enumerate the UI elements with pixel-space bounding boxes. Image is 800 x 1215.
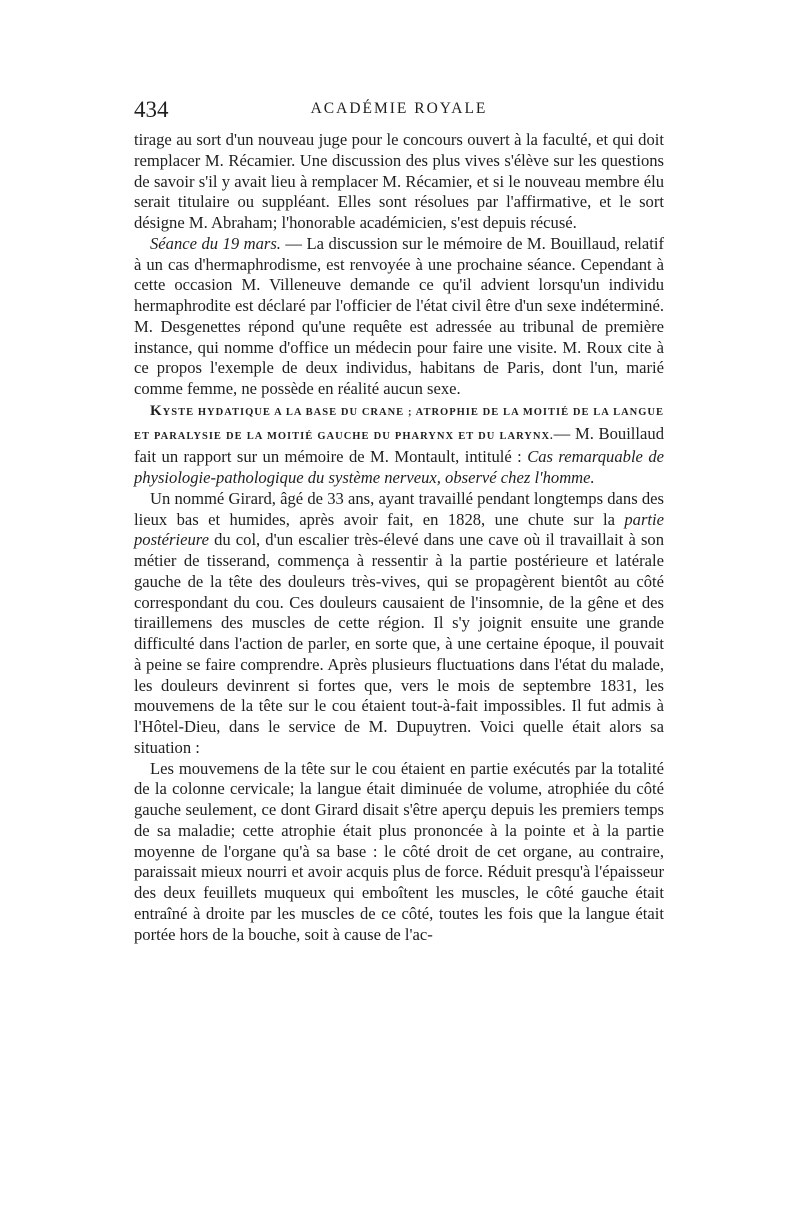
paragraph-report [134,400,664,489]
page-number: 434 [134,97,169,122]
case-text-b: du col, d'un escalier très-élevé dans une cave où il travaillait à son métier de tisserand, commença à ressentir à la partie postérieure et latérale gauche de la tête des douleurs très-vives, qui se propagèrent bientôt au côté correspondant du cou. Ces douleurs causaient de l'insomnie, de la gêne et des tiraillemens des muscles de cette région. Il s'y joignit ensuite une grande difficulté dans l'action de parler, en sorte que, à une certaine époque, il pouvait à peine se faire comprendre. Après plusieurs fluctuations dans l'état du malade, les douleurs devinrent si fortes que, vers le mois de septembre 1831, les mouvemens de la tête sur le cou étaient tout-à-fait impossibles. Il fut admis à l'Hôtel-Dieu, dans le service de M. Dupuytren. Voici quelle était alors sa situation : [134,530,664,757]
page-body [134,130,664,945]
memoir-title: Cas remarquable de physiologie-pathologique du système nerveux, observé chez l'homme. [134,447,664,487]
page [134,96,664,945]
paragraph-1: tirage au sort d'un nouveau juge pour le concours ouvert à la faculté, et qui doit remplacer M. Récamier. Une discussion des plus vives s'élève sur les questions de savoir s'il y avait lieu à remplacer M. Récamier, et si le nouveau membre élu serait titulaire ou suppléant. Elles sont résolues par l'affirmative, et le sort désigne M. Abraham; l'honorable académicien, s'est depuis récusé. [134,130,664,232]
paragraph-case [134,489,664,759]
running-head: ACADÉMIE ROYALE [310,100,488,117]
session-date: Séance du 19 mars. [150,233,281,253]
report-text: M. Bouillaud fait un rapport sur un mémoire de M. Montault, intitulé : [134,423,664,467]
paragraph-symptoms: Les mouvemens de la tête sur le cou étaient en partie exécutés par la totalité de la colonne cervicale; la langue était diminuée de volume, atrophiée du côté gauche seulement, ce dont Girard disait s'être aperçu depuis les premiers temps de sa maladie; cette atrophie était plus prononcée à la pointe et à la partie moyenne de l'organe qu'à sa base : le côté droit de cet organe, au contraire, paraissait mieux nourri et avoir acquis plus de force. Réduit presqu'à l'épaisseur des deux feuillets muqueux qui emboîtent les muscles, le côté gauche était entraîné à droite par les muscles de ce côté, toutes les fois que la langue était portée hors de la bouche, soit à cause de l'ac- [134,758,664,944]
section-heading-text: YSTE HYDATIQUE A LA BASE DU CRANE ; ATROPHIE DE LA MOITIÉ DE LA LANGUE ET PARALYSIE DE LA MOITIÉ GAUCHE DU PHARYNX ET DU LARYNX. [134,406,664,442]
page-header [134,96,664,130]
paragraph-seance-text: — La discussion sur le mémoire de M. Bouillaud, relatif à un cas d'hermaphrodisme, est renvoyée à une prochaine séance. Cependant à cette occasion M. Villeneuve demande ce qu'il advient lorsqu'un individu hermaphrodite est déclaré par l'officier de l'état civil être d'un sexe indéterminé. M. Desgenettes répond qu'une requête est adressée au tribunal de première instance, qui nomme d'office un médecin pour faire une visite. M. Roux cite à ce propos l'exemple de deux individus, habitans de Paris, dont l'un, marié comme femme, ne possède en réalité aucun sexe. [134,233,664,398]
case-text-a: Un nommé Girard, âgé de 33 ans, ayant travaillé pendant longtemps dans des lieux bas et humides, après avoir fait, en 1828, une chute sur la [134,488,664,529]
paragraph-seance [134,234,664,400]
case-emphasis: partie postérieure [134,509,664,550]
section-heading-initial: K [150,402,163,419]
heading-dash: — [553,423,575,443]
